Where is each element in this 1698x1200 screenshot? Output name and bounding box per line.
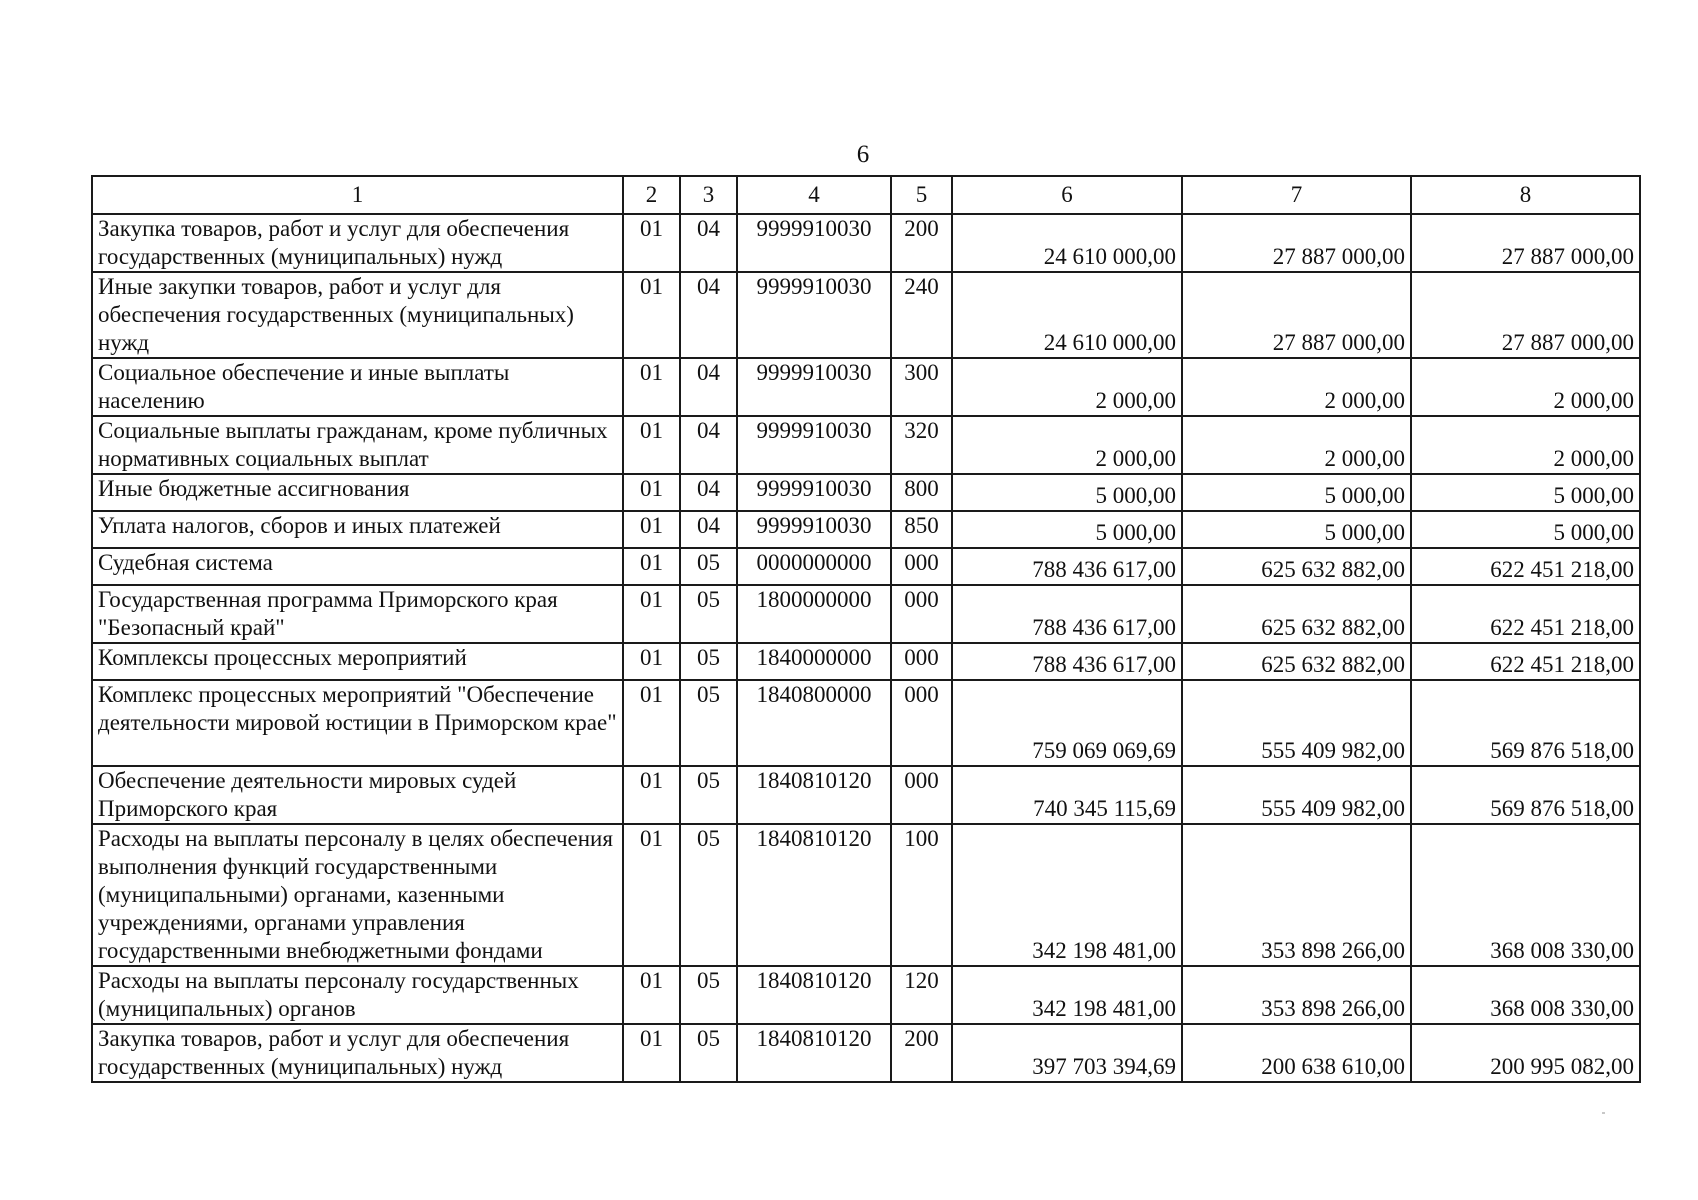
section-code: 01 <box>623 1024 680 1082</box>
row-name: Уплата налогов, сборов и иных платежей <box>92 511 623 548</box>
amount-col-8: 2 000,00 <box>1411 358 1640 416</box>
amount-col-8: 569 876 518,00 <box>1411 766 1640 824</box>
header-row <box>92 176 1640 214</box>
target-article-code: 9999910030 <box>737 416 891 474</box>
amount-col-7: 555 409 982,00 <box>1182 680 1411 766</box>
amount-col-6: 740 345 115,69 <box>952 766 1182 824</box>
amount-col-8: 5 000,00 <box>1411 474 1640 511</box>
target-article-code: 1840000000 <box>737 643 891 680</box>
table-row <box>92 643 1640 680</box>
amount-col-8: 200 995 082,00 <box>1411 1024 1640 1082</box>
expense-type-code: 240 <box>891 272 952 358</box>
amount-col-6: 397 703 394,69 <box>952 1024 1182 1082</box>
section-code: 01 <box>623 272 680 358</box>
subsection-code: 05 <box>680 766 737 824</box>
amount-col-7: 625 632 882,00 <box>1182 585 1411 643</box>
subsection-code: 05 <box>680 680 737 766</box>
header-cell: 1 <box>92 176 623 214</box>
amount-col-8: 2 000,00 <box>1411 416 1640 474</box>
row-name: Иные закупки товаров, работ и услуг для обеспечения государственных (муниципальных) нужд <box>92 272 623 358</box>
subsection-code: 04 <box>680 511 737 548</box>
row-name: Расходы на выплаты персоналу государственных (муниципальных) органов <box>92 966 623 1024</box>
amount-col-6: 5 000,00 <box>952 511 1182 548</box>
target-article-code: 9999910030 <box>737 214 891 272</box>
target-article-code: 1840810120 <box>737 766 891 824</box>
expense-type-code: 200 <box>891 1024 952 1082</box>
row-name: Закупка товаров, работ и услуг для обеспечения государственных (муниципальных) нужд <box>92 214 623 272</box>
expense-type-code: 850 <box>891 511 952 548</box>
expense-type-code: 200 <box>891 214 952 272</box>
table-row <box>92 766 1640 824</box>
row-name: Социальное обеспечение и иные выплаты населению <box>92 358 623 416</box>
expense-type-code: 000 <box>891 643 952 680</box>
target-article-code: 1840810120 <box>737 1024 891 1082</box>
header-cell: 5 <box>891 176 952 214</box>
amount-col-8: 27 887 000,00 <box>1411 272 1640 358</box>
expense-type-code: 800 <box>891 474 952 511</box>
header-cell: 7 <box>1182 176 1411 214</box>
amount-col-7: 27 887 000,00 <box>1182 272 1411 358</box>
amount-col-7: 2 000,00 <box>1182 416 1411 474</box>
section-code: 01 <box>623 680 680 766</box>
table-row <box>92 214 1640 272</box>
section-code: 01 <box>623 416 680 474</box>
subsection-code: 04 <box>680 272 737 358</box>
table-row <box>92 272 1640 358</box>
amount-col-8: 622 451 218,00 <box>1411 548 1640 585</box>
amount-col-7: 353 898 266,00 <box>1182 966 1411 1024</box>
amount-col-6: 788 436 617,00 <box>952 643 1182 680</box>
target-article-code: 1840800000 <box>737 680 891 766</box>
expense-type-code: 100 <box>891 824 952 966</box>
section-code: 01 <box>623 358 680 416</box>
amount-col-8: 569 876 518,00 <box>1411 680 1640 766</box>
row-name: Государственная программа Приморского края "Безопасный край" <box>92 585 623 643</box>
amount-col-6: 24 610 000,00 <box>952 272 1182 358</box>
header-cell: 4 <box>737 176 891 214</box>
amount-col-8: 5 000,00 <box>1411 511 1640 548</box>
amount-col-6: 788 436 617,00 <box>952 548 1182 585</box>
target-article-code: 9999910030 <box>737 358 891 416</box>
expense-type-code: 300 <box>891 358 952 416</box>
section-code: 01 <box>623 511 680 548</box>
expense-type-code: 000 <box>891 680 952 766</box>
header-cell: 6 <box>952 176 1182 214</box>
amount-col-7: 5 000,00 <box>1182 511 1411 548</box>
section-code: 01 <box>623 966 680 1024</box>
table-row <box>92 824 1640 966</box>
table-row <box>92 416 1640 474</box>
amount-col-6: 788 436 617,00 <box>952 585 1182 643</box>
amount-col-6: 759 069 069,69 <box>952 680 1182 766</box>
subsection-code: 04 <box>680 358 737 416</box>
amount-col-7: 2 000,00 <box>1182 358 1411 416</box>
row-name: Комплекс процессных мероприятий "Обеспечение деятельности мировой юстиции в Приморском крае" <box>92 680 623 766</box>
subsection-code: 05 <box>680 643 737 680</box>
amount-col-8: 368 008 330,00 <box>1411 966 1640 1024</box>
page-number: 6 <box>856 141 870 168</box>
scan-speck <box>1602 1112 1605 1114</box>
expense-type-code: 000 <box>891 585 952 643</box>
section-code: 01 <box>623 585 680 643</box>
amount-col-7: 200 638 610,00 <box>1182 1024 1411 1082</box>
amount-col-8: 27 887 000,00 <box>1411 214 1640 272</box>
amount-col-7: 353 898 266,00 <box>1182 824 1411 966</box>
section-code: 01 <box>623 474 680 511</box>
subsection-code: 04 <box>680 214 737 272</box>
row-name: Социальные выплаты гражданам, кроме публичных нормативных социальных выплат <box>92 416 623 474</box>
expense-type-code: 320 <box>891 416 952 474</box>
table-row <box>92 548 1640 585</box>
subsection-code: 05 <box>680 548 737 585</box>
target-article-code: 0000000000 <box>737 548 891 585</box>
subsection-code: 04 <box>680 474 737 511</box>
amount-col-6: 2 000,00 <box>952 416 1182 474</box>
table-row <box>92 358 1640 416</box>
table-row <box>92 474 1640 511</box>
amount-col-7: 5 000,00 <box>1182 474 1411 511</box>
amount-col-6: 5 000,00 <box>952 474 1182 511</box>
table-row <box>92 680 1640 766</box>
target-article-code: 1840810120 <box>737 824 891 966</box>
amount-col-8: 622 451 218,00 <box>1411 643 1640 680</box>
subsection-code: 05 <box>680 1024 737 1082</box>
amount-col-7: 27 887 000,00 <box>1182 214 1411 272</box>
section-code: 01 <box>623 766 680 824</box>
subsection-code: 05 <box>680 824 737 966</box>
amount-col-7: 625 632 882,00 <box>1182 548 1411 585</box>
target-article-code: 9999910030 <box>737 272 891 358</box>
budget-table <box>91 175 1641 1083</box>
header-cell: 2 <box>623 176 680 214</box>
amount-col-6: 2 000,00 <box>952 358 1182 416</box>
amount-col-8: 622 451 218,00 <box>1411 585 1640 643</box>
table-row <box>92 1024 1640 1082</box>
subsection-code: 05 <box>680 585 737 643</box>
table-row <box>92 966 1640 1024</box>
target-article-code: 1840810120 <box>737 966 891 1024</box>
target-article-code: 1800000000 <box>737 585 891 643</box>
amount-col-7: 625 632 882,00 <box>1182 643 1411 680</box>
amount-col-8: 368 008 330,00 <box>1411 824 1640 966</box>
amount-col-6: 24 610 000,00 <box>952 214 1182 272</box>
header-cell: 8 <box>1411 176 1640 214</box>
target-article-code: 9999910030 <box>737 474 891 511</box>
target-article-code: 9999910030 <box>737 511 891 548</box>
row-name: Иные бюджетные ассигнования <box>92 474 623 511</box>
section-code: 01 <box>623 548 680 585</box>
expense-type-code: 000 <box>891 766 952 824</box>
table-row <box>92 585 1640 643</box>
subsection-code: 05 <box>680 966 737 1024</box>
amount-col-7: 555 409 982,00 <box>1182 766 1411 824</box>
section-code: 01 <box>623 643 680 680</box>
row-name: Обеспечение деятельности мировых судей Приморского края <box>92 766 623 824</box>
row-name: Судебная система <box>92 548 623 585</box>
row-name: Комплексы процессных мероприятий <box>92 643 623 680</box>
expense-type-code: 120 <box>891 966 952 1024</box>
subsection-code: 04 <box>680 416 737 474</box>
section-code: 01 <box>623 824 680 966</box>
amount-col-6: 342 198 481,00 <box>952 966 1182 1024</box>
section-code: 01 <box>623 214 680 272</box>
expense-type-code: 000 <box>891 548 952 585</box>
row-name: Расходы на выплаты персоналу в целях обеспечения выполнения функций государственными (муниципальными) органами, казенными учреждениями, органами управления государственными внебюджетными фондами <box>92 824 623 966</box>
row-name: Закупка товаров, работ и услуг для обеспечения государственных (муниципальных) нужд <box>92 1024 623 1082</box>
amount-col-6: 342 198 481,00 <box>952 824 1182 966</box>
table-row <box>92 511 1640 548</box>
header-cell: 3 <box>680 176 737 214</box>
